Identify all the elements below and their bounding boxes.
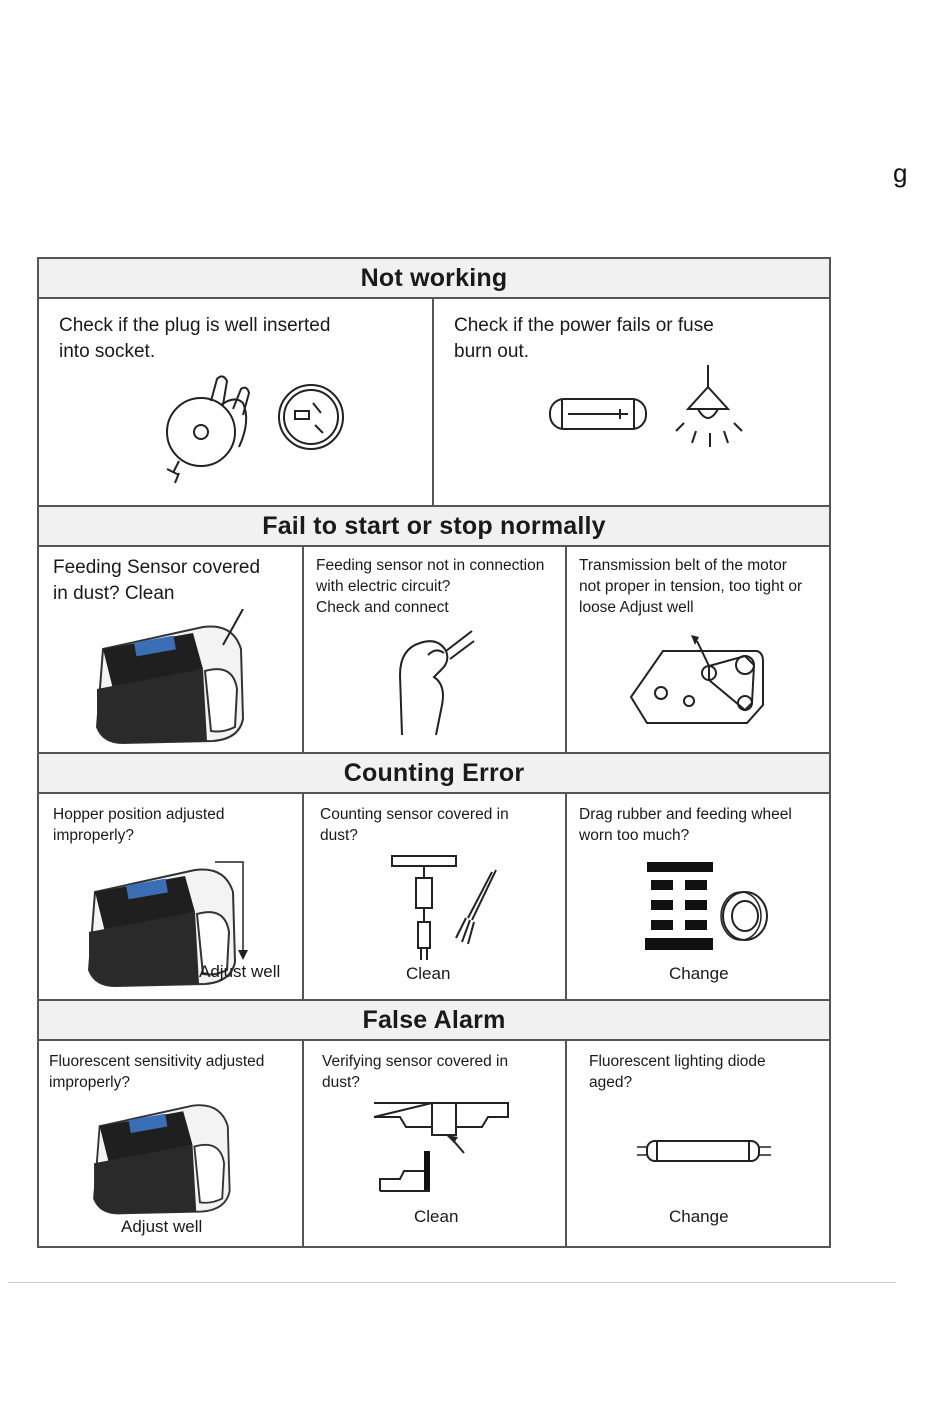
troubleshooting-table	[37, 257, 831, 1248]
cell-hopper-position	[39, 794, 304, 999]
cell-text: Verifying sensor covered in dust?	[322, 1053, 509, 1091]
cell-transmission-belt	[567, 547, 829, 752]
section-row-counting-error	[39, 794, 829, 1001]
caption: Change	[669, 1207, 729, 1226]
cell-text: Hopper position adjusted improperly?	[53, 806, 225, 844]
cell-plug-check	[39, 299, 434, 505]
socket-icon	[275, 381, 355, 461]
cell-text: Fluorescent sensitivity adjusted improperly?	[49, 1053, 265, 1091]
cell-fluorescent-diode	[567, 1041, 829, 1246]
section-title-not-working: Not working	[39, 259, 829, 299]
money-counter-icon	[75, 1089, 245, 1219]
cell-feeding-sensor-connection	[304, 547, 567, 752]
caption: Clean	[414, 1207, 459, 1226]
cell-text: Check if the power fails or fuse burn out.	[454, 315, 714, 362]
fuse-icon	[540, 391, 660, 441]
cell-power-check	[434, 299, 829, 505]
cell-text: Fluorescent lighting diode aged?	[589, 1053, 766, 1091]
page-divider	[8, 1282, 896, 1283]
sensor-icon	[370, 1099, 520, 1199]
cell-text: Feeding Sensor covered in dust? Clean	[53, 557, 261, 604]
cell-text: Drag rubber and feeding wheel worn too much?	[579, 806, 792, 844]
caption: Clean	[406, 964, 451, 983]
motor-belt-icon	[627, 631, 767, 731]
cell-counting-sensor	[304, 794, 567, 999]
caption: Adjust well	[199, 962, 281, 981]
cell-fluorescent-sensitivity	[39, 1041, 304, 1246]
feeding-wheel-icon	[641, 858, 771, 958]
cell-text: Check if the plug is well inserted into socket.	[59, 315, 331, 362]
money-counter-icon	[83, 609, 253, 749]
brush-icon	[452, 868, 502, 948]
caption: Change	[669, 964, 729, 983]
cell-text: Transmission belt of the motor not proper in tension, too tight or loose Adjust well	[579, 557, 803, 616]
cell-text: Counting sensor covered in dust?	[320, 806, 509, 844]
section-row-not-working	[39, 299, 829, 507]
section-title-fail-to-start: Fail to start or stop normally	[39, 507, 829, 547]
uv-tube-icon	[637, 1137, 777, 1167]
corner-glyph: g	[893, 158, 908, 188]
section-title-false-alarm: False Alarm	[39, 1001, 829, 1041]
cell-drag-rubber	[567, 794, 829, 999]
section-row-fail-to-start	[39, 547, 829, 754]
lamp-icon	[670, 361, 750, 461]
plug-icon	[159, 369, 269, 489]
cell-text: Feeding sensor not in connection with electric circuit? Check and connect	[316, 557, 545, 616]
caption: Adjust well	[121, 1217, 203, 1236]
cell-verifying-sensor	[304, 1041, 567, 1246]
section-title-counting-error: Counting Error	[39, 754, 829, 794]
cell-feeding-sensor-dust	[39, 547, 304, 752]
section-row-false-alarm	[39, 1041, 829, 1246]
hand-wire-icon	[390, 625, 480, 745]
